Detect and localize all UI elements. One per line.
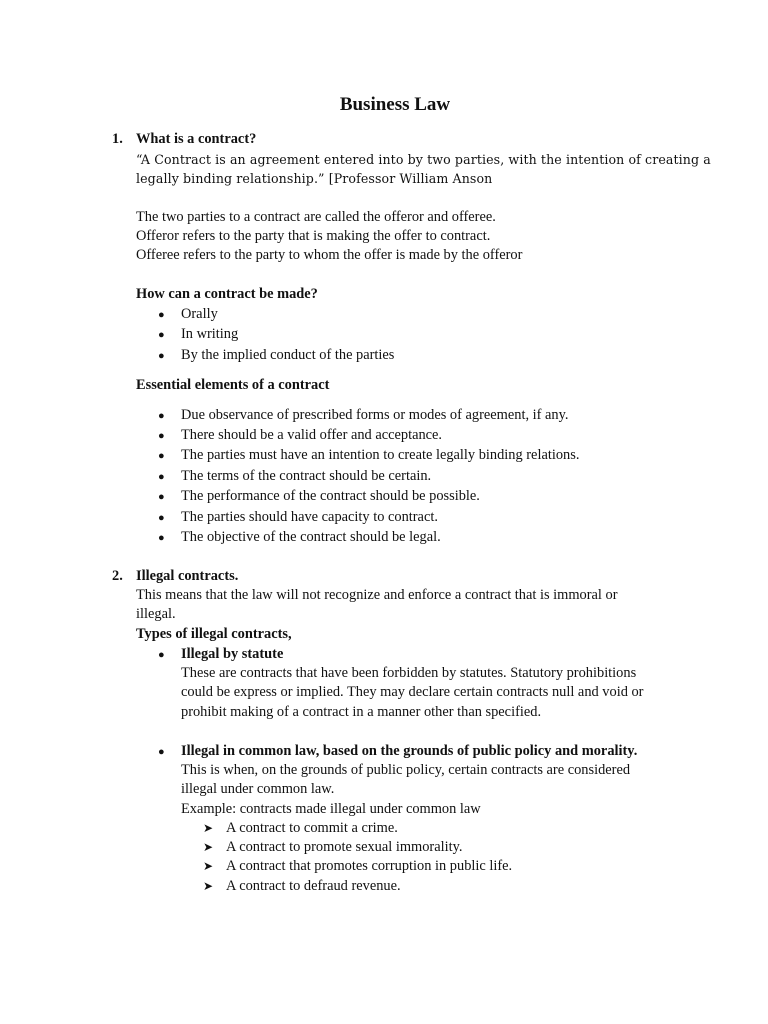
bullet-icon: ● bbox=[158, 746, 165, 758]
bullet-icon: ● bbox=[158, 329, 165, 341]
example-item: A contract to defraud revenue. bbox=[226, 878, 401, 894]
bullet-icon: ● bbox=[158, 309, 165, 321]
bullet-icon: ● bbox=[158, 350, 165, 362]
paragraph-line: Offeror refers to the party that is making the offer to contract. bbox=[136, 228, 491, 244]
paragraph-line: Offeree refers to the party to whom the offer is made by the offeror bbox=[136, 247, 523, 263]
example-item: A contract that promotes corruption in public life. bbox=[226, 858, 513, 874]
page-title: Business Law bbox=[339, 94, 451, 115]
list-item: There should be a valid offer and acceptance. bbox=[181, 427, 443, 443]
list-item: The terms of the contract should be certain. bbox=[181, 468, 432, 484]
example-item: A contract to commit a crime. bbox=[226, 820, 398, 836]
quote-line-2: legally binding relationship.” [Professor William Anson bbox=[136, 171, 493, 186]
paragraph-line: Example: contracts made illegal under common law bbox=[181, 801, 481, 817]
quote-line-1: “A Contract is an agreement entered into by two parties, with the intention of creating a bbox=[136, 152, 711, 167]
paragraph-line: These are contracts that have been forbidden by statutes. Statutory prohibitions bbox=[181, 665, 637, 681]
arrow-bullet-icon: ➤ bbox=[203, 879, 214, 893]
list-item: The parties should have capacity to contract. bbox=[181, 509, 438, 525]
bullet-icon: ● bbox=[158, 649, 165, 661]
arrow-bullet-icon: ➤ bbox=[203, 840, 214, 854]
list-item: The objective of the contract should be legal. bbox=[181, 529, 441, 545]
paragraph-line: illegal. bbox=[136, 606, 176, 622]
how-heading: How can a contract be made? bbox=[136, 286, 318, 302]
list-item: In writing bbox=[181, 326, 239, 342]
paragraph-line: illegal under common law. bbox=[181, 781, 335, 797]
list-item: The parties must have an intention to create legally binding relations. bbox=[181, 447, 580, 463]
example-item: A contract to promote sexual immorality. bbox=[226, 839, 463, 855]
list-item: By the implied conduct of the parties bbox=[181, 347, 395, 363]
types-heading: Types of illegal contracts, bbox=[136, 626, 292, 642]
bullet-icon: ● bbox=[158, 532, 165, 544]
list-item: The performance of the contract should be possible. bbox=[181, 488, 480, 504]
arrow-bullet-icon: ➤ bbox=[203, 821, 214, 835]
common-law-heading: Illegal in common law, based on the grounds of public policy and morality. bbox=[181, 743, 638, 759]
paragraph-line: could be express or implied. They may declare certain contracts null and void or bbox=[181, 684, 644, 700]
list-item: Due observance of prescribed forms or modes of agreement, if any. bbox=[181, 407, 569, 423]
section-2-number: 2. bbox=[112, 568, 123, 584]
bullet-icon: ● bbox=[158, 471, 165, 483]
bullet-icon: ● bbox=[158, 430, 165, 442]
paragraph-line: The two parties to a contract are called the offeror and offeree. bbox=[136, 209, 496, 225]
section-1-number: 1. bbox=[112, 131, 123, 147]
arrow-bullet-icon: ➤ bbox=[203, 859, 214, 873]
section-1-heading: What is a contract? bbox=[136, 131, 257, 147]
statute-heading: Illegal by statute bbox=[181, 646, 284, 662]
list-item: Orally bbox=[181, 306, 218, 322]
bullet-icon: ● bbox=[158, 491, 165, 503]
bullet-icon: ● bbox=[158, 450, 165, 462]
section-2-heading: Illegal contracts. bbox=[136, 568, 239, 584]
paragraph-line: prohibit making of a contract in a manner other than specified. bbox=[181, 704, 542, 720]
bullet-icon: ● bbox=[158, 410, 165, 422]
bullet-icon: ● bbox=[158, 512, 165, 524]
paragraph-line: This is when, on the grounds of public policy, certain contracts are considered bbox=[181, 762, 631, 778]
paragraph-line: This means that the law will not recognize and enforce a contract that is immoral or bbox=[136, 587, 618, 603]
elements-heading: Essential elements of a contract bbox=[136, 377, 330, 393]
